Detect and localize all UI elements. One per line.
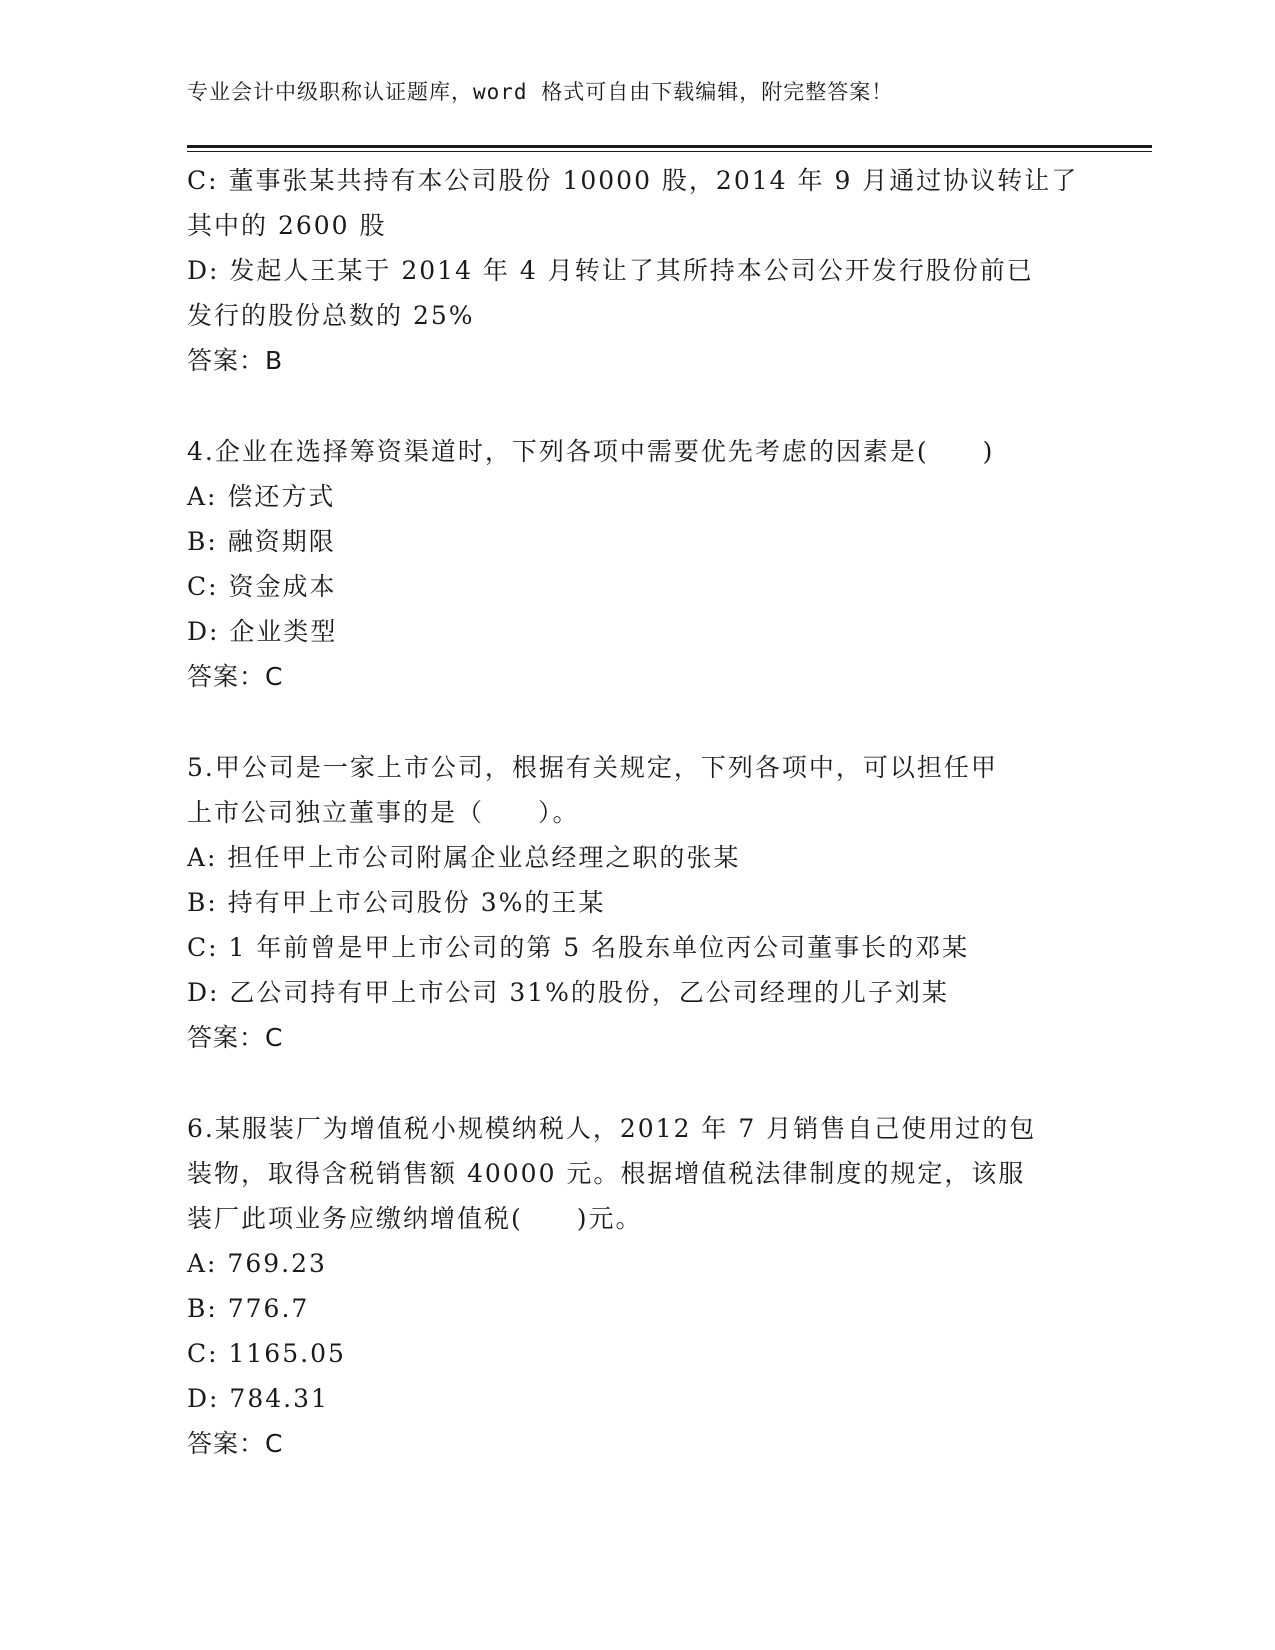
question-line: 装物，取得含税销售额 40000 元。根据增值税法律制度的规定，该服: [187, 1159, 1026, 1188]
question-line: 6.某服装厂为增值税小规模纳税人，2012 年 7 月销售自己使用过的包: [187, 1114, 1037, 1143]
option-line: D: 乙公司持有甲上市公司 31%的股份，乙公司经理的儿子刘某: [187, 978, 949, 1007]
spacer: [187, 699, 1087, 745]
page-header: 专业会计中级职称认证题库，word 格式可自由下载编辑，附完整答案！: [187, 80, 894, 104]
question-list: [187, 158, 1087, 1466]
question-block: [187, 745, 1087, 1060]
question-line: D: 发起人王某于 2014 年 4 月转让了其所持本公司公开发行股份前已: [187, 256, 1034, 285]
option-line: C: 1 年前曾是甲上市公司的第 5 名股东单位丙公司董事长的邓某: [187, 933, 970, 962]
option-line: B: 持有甲上市公司股份 3%的王某: [187, 888, 606, 917]
option-line: A: 769.23: [187, 1249, 327, 1278]
header-divider-thick: [187, 145, 1152, 148]
question-line: 4.企业在选择筹资渠道时，下列各项中需要优先考虑的因素是( ): [187, 437, 995, 466]
spacer: [187, 383, 1087, 429]
question-line: C: 董事张某共持有本公司股份 10000 股，2014 年 9 月通过协议转让了: [187, 166, 1079, 195]
question-line: 装厂此项业务应缴纳增值税( )元。: [187, 1204, 643, 1233]
answer-line: 答案：B: [187, 346, 284, 375]
question-line: 5.甲公司是一家上市公司，根据有关规定，下列各项中，可以担任甲: [187, 753, 998, 782]
header-divider-thin: [187, 151, 1152, 152]
option-line: C: 1165.05: [187, 1339, 346, 1368]
option-line: D: 企业类型: [187, 617, 338, 646]
option-line: A: 偿还方式: [187, 482, 336, 511]
option-line: C: 资金成本: [187, 572, 337, 601]
question-block: [187, 429, 1087, 699]
answer-line: 答案：C: [187, 1429, 284, 1458]
option-line: A: 担任甲上市公司附属企业总经理之职的张某: [187, 843, 741, 872]
option-line: B: 融资期限: [187, 527, 336, 556]
question-line: 发行的股份总数的 25%: [187, 301, 475, 330]
question-block: [187, 158, 1087, 383]
answer-line: 答案：C: [187, 662, 284, 691]
spacer: [187, 1060, 1087, 1106]
question-block: [187, 1106, 1087, 1466]
question-line: 上市公司独立董事的是（ ）。: [187, 798, 580, 827]
answer-line: 答案：C: [187, 1023, 284, 1052]
option-line: D: 784.31: [187, 1384, 329, 1413]
question-line: 其中的 2600 股: [187, 211, 387, 240]
option-line: B: 776.7: [187, 1294, 310, 1323]
